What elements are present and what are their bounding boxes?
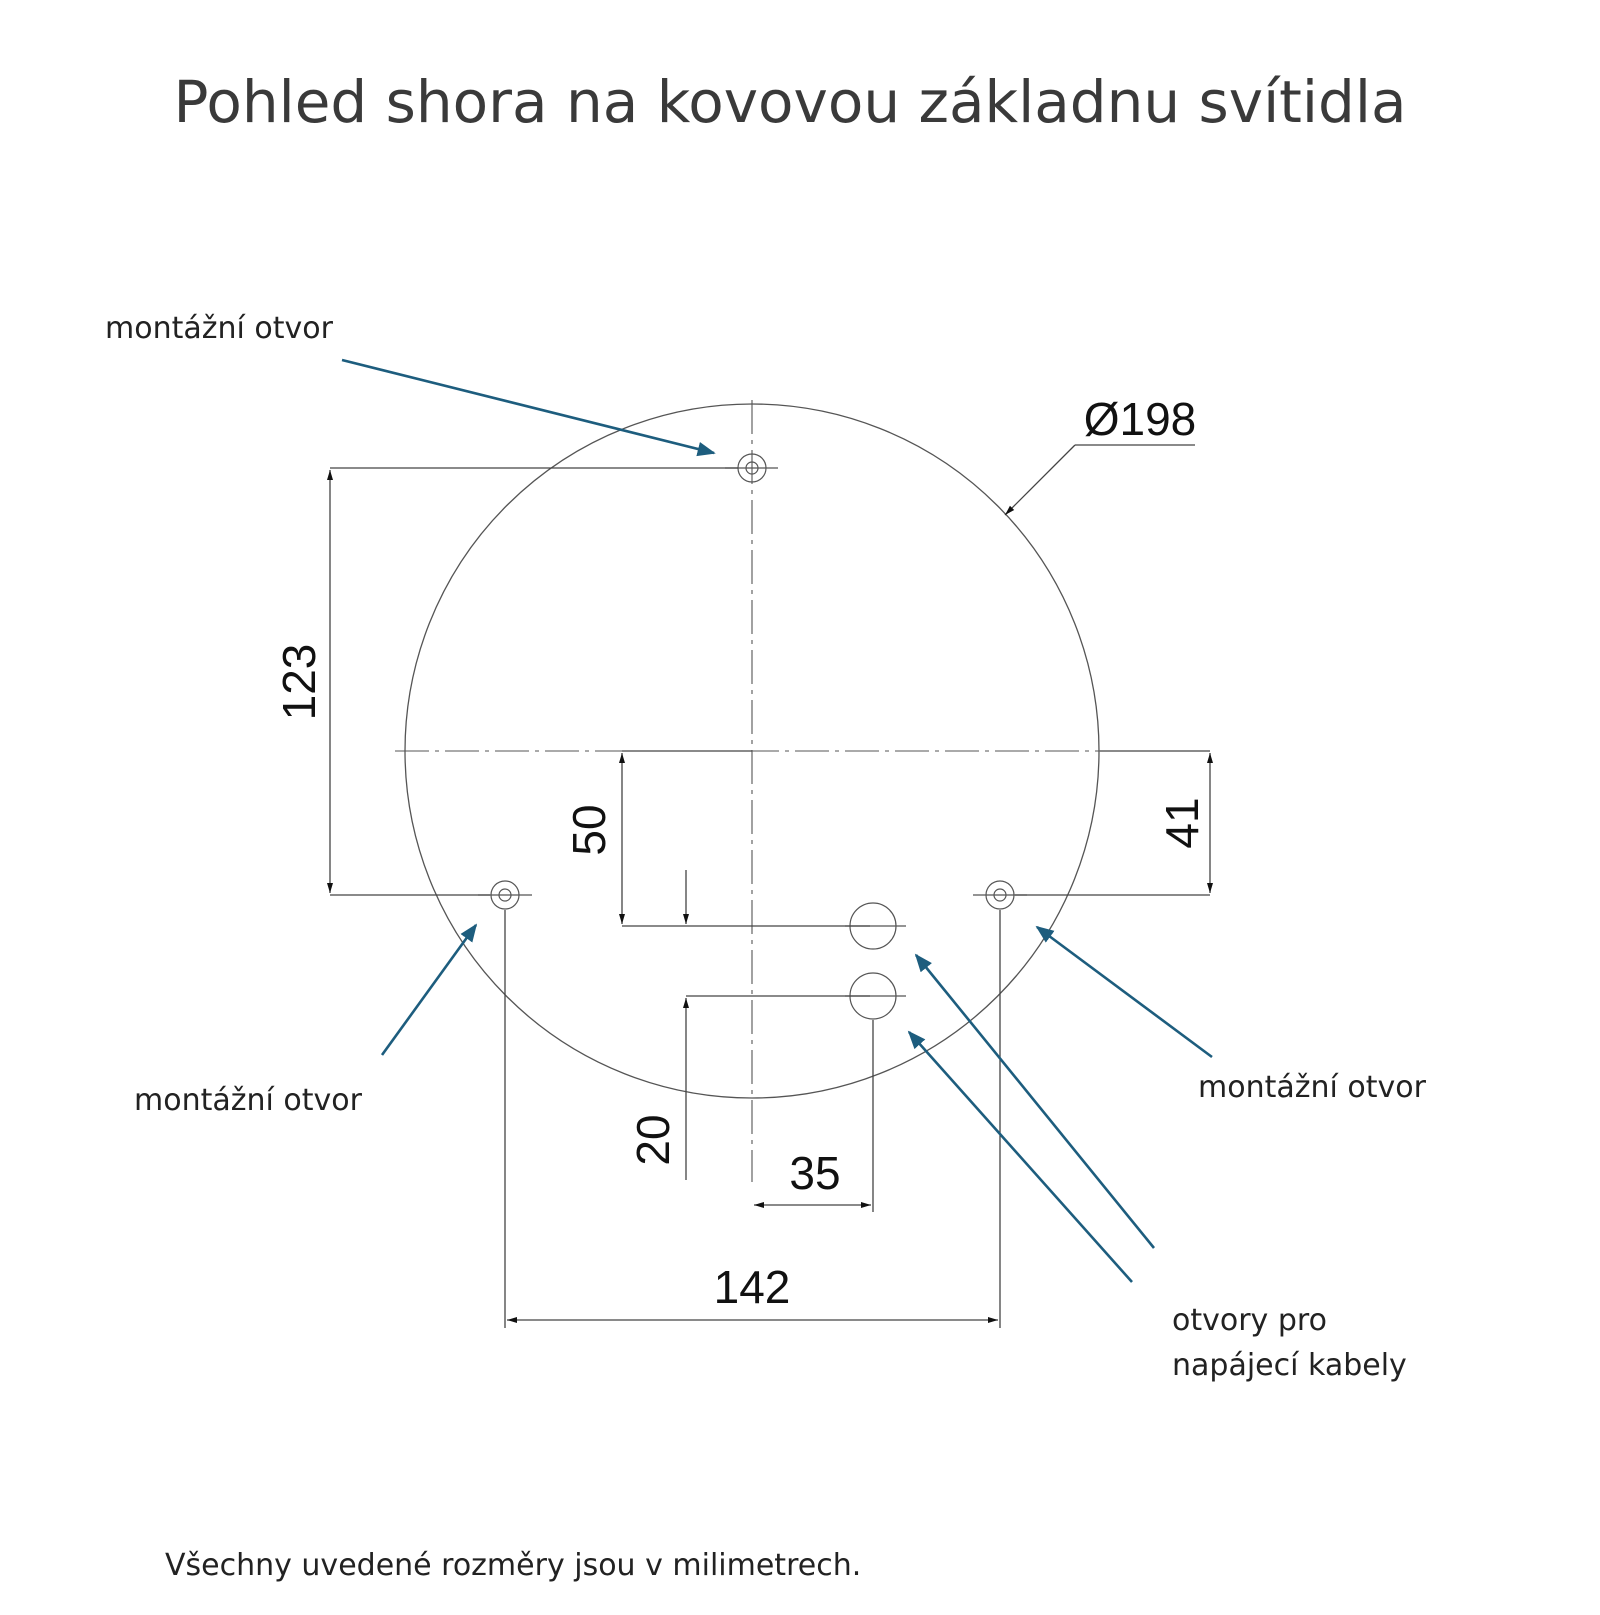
dimension-label-50: 50: [563, 804, 615, 856]
dimension-123: [273, 468, 738, 895]
leader-arrow-cable-upper: [916, 955, 1154, 1248]
callout-mounting-hole-right: montážní otvor: [1198, 1070, 1426, 1105]
leader-arrow-top: [342, 360, 714, 453]
dimension-label-35: 35: [789, 1147, 841, 1199]
footer-note: Všechny uvedené rozměry jsou v milimetrech.: [165, 1548, 862, 1583]
callout-cable-holes-line1: otvory pro: [1172, 1303, 1327, 1338]
leader-arrow-right: [1037, 927, 1212, 1057]
dimension-35: [754, 1020, 873, 1212]
dimension-label-41: 41: [1156, 797, 1208, 849]
callout-mounting-hole-top: montážní otvor: [105, 311, 333, 346]
dimension-20: [627, 870, 870, 1180]
dimension-label-142: 142: [713, 1261, 791, 1313]
dimension-diameter: [1005, 393, 1196, 515]
dimension-50: [563, 751, 870, 926]
leader-arrow-cable-lower: [909, 1032, 1132, 1282]
dimension-label-20: 20: [627, 1114, 679, 1166]
callout-cable-holes-line2: napájecí kabely: [1172, 1348, 1407, 1383]
dimension-41: [1015, 751, 1210, 895]
callout-mounting-hole-left: montážní otvor: [134, 1083, 362, 1118]
page-title: Pohled shora na kovovou základnu svítidla: [173, 68, 1407, 136]
dimension-label-diameter: Ø198: [1083, 393, 1197, 445]
leader-arrow-left: [382, 925, 476, 1055]
dimension-label-123: 123: [273, 643, 325, 721]
